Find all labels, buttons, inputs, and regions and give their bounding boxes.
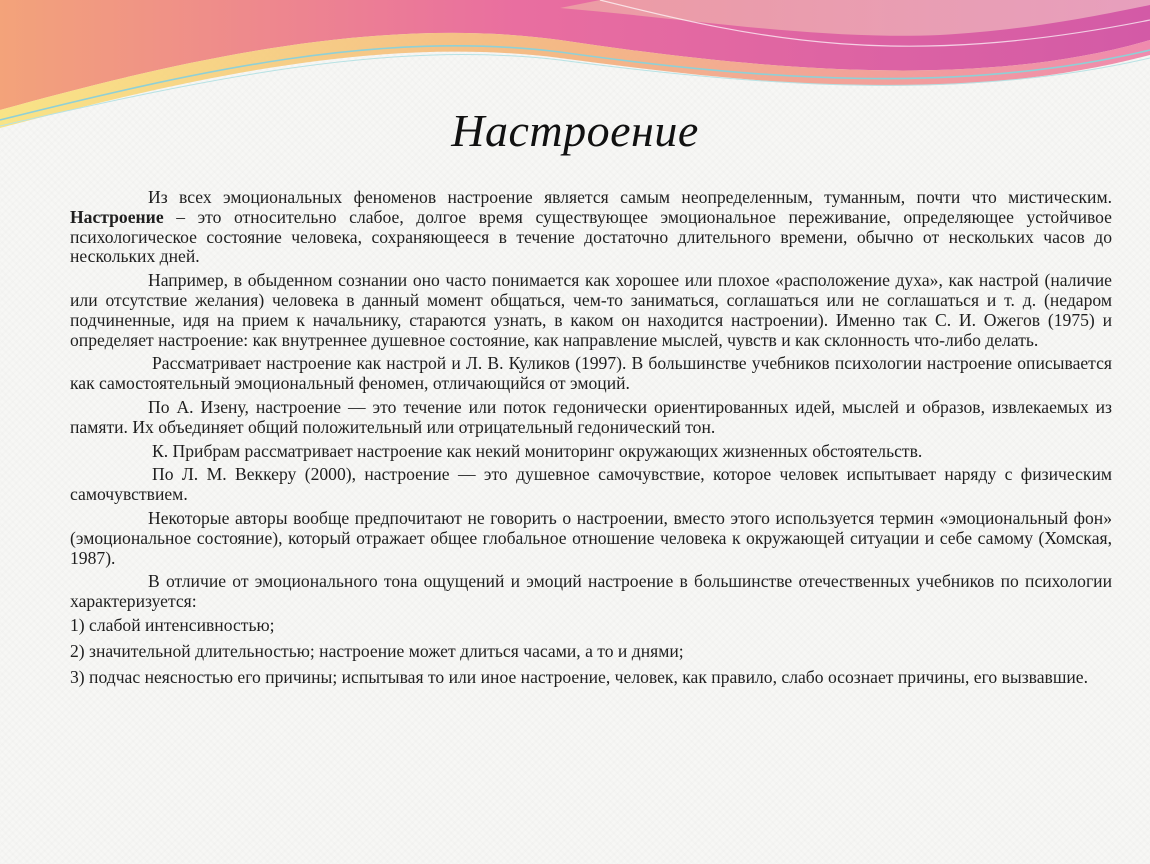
definition-term: Настроение (70, 206, 164, 227)
paragraph-everyday-meaning: Например, в обыденном сознании оно часто понимается как хорошее или плохое «расположение духа», как настрой (наличие или отсутствие желания) человека в данный момент общаться, чем-то заниматься, соглашаться или не соглашаться и т. д. (недаром подчиненные, идя на прием к начальнику, стараются узнать, в каком он находится настроении). Именно так С. И. Ожегов (1975) и определяет настроение: как внутреннее душевное состояние, как направление мыслей, чувств и как склонность что-либо делать. (70, 270, 1112, 350)
paragraph-pribram: К. Прибрам рассматривает настроение как некий мониторинг окружающих жизненных обстоятельств. (152, 440, 923, 461)
paragraph-vekker: По Л. М. Веккеру (2000), настроение — это душевное самочувствие, которое человек испытывает наряду с физическим самочувствием. (70, 464, 1112, 505)
definition-text: – это относительно слабое, долгое время существующее эмоциональное переживание, определяющее устойчивое психологическое состояние человека, сохраняющееся в течение достаточно длительного времени, обычно от нескольких часов до нескольких дней. (70, 206, 1112, 267)
paragraph-emotional-background: Некоторые авторы вообще предпочитают не говорить о настроении, вместо этого используется термин «эмоциональный фон» (эмоциональное состояние), который отражает общее глобальное отношение человека к окружающей ситуации и себе самому (Хомская, 1987). (70, 507, 1112, 568)
paragraph-kulikov: Рассматривает настроение как настрой и Л. В. Куликов (1997). В большинстве учебников психологии настроение описывается как самостоятельный эмоциональный феномен, отличающийся от эмоций. (70, 353, 1112, 394)
list-item: 1) слабой интенсивностью; (70, 614, 275, 635)
list-item: 3) подчас неясностью его причины; испытывая то или иное настроение, человек, как правило, слабо осознает причины, его вызвавшие. (70, 666, 1089, 687)
definition-intro: Из всех эмоциональных феноменов настроение является самым неопределенным, туманным, почти что мистическим. (148, 187, 1112, 207)
slide-body (70, 188, 1112, 693)
paragraph-isen: По А. Изену, настроение — это течение или поток гедонически ориентированных идей, мыслей и образов, извлекаемых из памяти. Их объединяет общий положительный или отрицательный гедонический тон. (70, 396, 1112, 437)
paragraph-characteristics: В отличие от эмоционального тона ощущений и эмоций настроение в большинстве отечественных учебников по психологии характеризуется: (70, 571, 1112, 612)
paragraph-definition (70, 188, 1112, 267)
slide-title: Настроение (451, 105, 699, 156)
list-item: 2) значительной длительностью; настроение может длиться часами, а то и днями; (70, 640, 684, 661)
